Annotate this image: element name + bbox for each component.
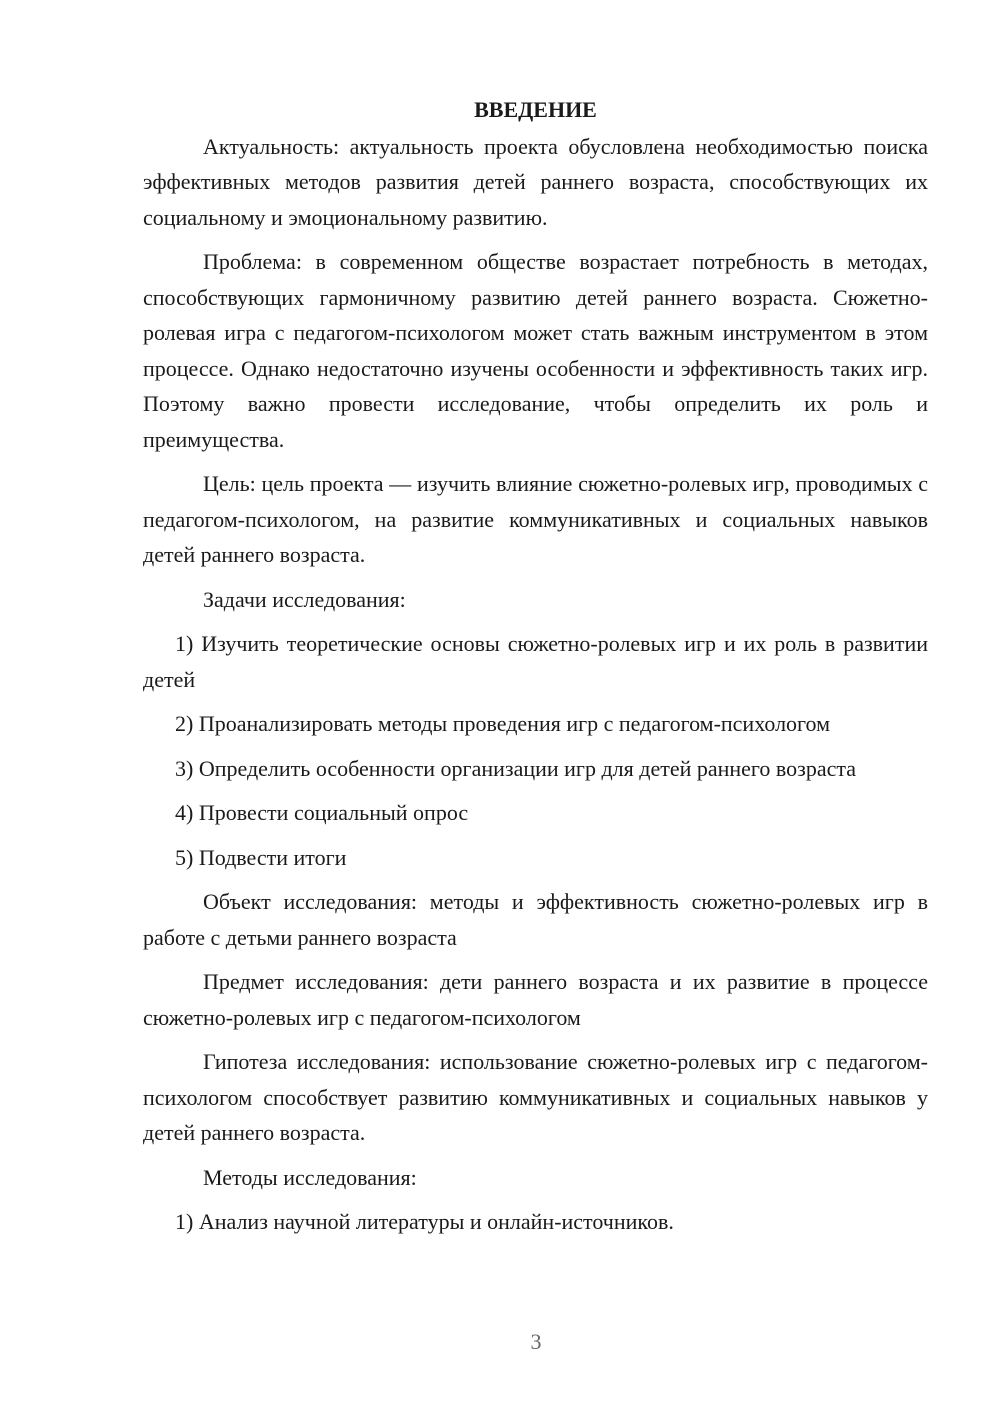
object-paragraph: Объект исследования: методы и эффективность сюжетно-ролевых игр в работе с детьми раннего возраста xyxy=(143,889,928,950)
task-item: 5) Подвести итоги xyxy=(175,844,347,870)
problem-paragraph: Проблема: в современном обществе возрастает потребность в методах, способствующих гармоничному развитию детей раннего возраста. Сюжетно-ролевая игра с педагогом-психологом может стать важным инструментом в этом процессе. Однако недостаточно изучены особенности и эффективность таких игр. Поэтому важно провести исследование, чтобы определить их роль и преимущества. xyxy=(143,249,928,452)
page-title: ВВЕДЕНИЕ xyxy=(474,97,597,122)
hypothesis-paragraph: Гипотеза исследования: использование сюжетно-ролевых игр с педагогом-психологом способствует развитию коммуникативных и социальных навыков у детей раннего возраста. xyxy=(143,1049,928,1145)
task-item: 4) Провести социальный опрос xyxy=(175,800,469,825)
task-item: 2) Проанализировать методы проведения игр с педагогом-психологом xyxy=(175,711,831,736)
tasks-heading: Задачи исследования: xyxy=(203,586,406,612)
page-content xyxy=(143,92,928,1249)
goal-paragraph: Цель: цель проекта — изучить влияние сюжетно-ролевых игр, проводимых с педагогом-психологом, на развитие коммуникативных и социальных навыков детей раннего возраста. xyxy=(143,471,928,567)
task-item: 3) Определить особенности организации игр для детей раннего возраста xyxy=(175,755,857,781)
task-item: 1) Изучить теоретические основы сюжетно-ролевых игр и их роль в развитии детей xyxy=(143,631,928,692)
subject-paragraph: Предмет исследования: дети раннего возраста и их развитие в процессе сюжетно-ролевых игр с педагогом-психологом xyxy=(143,969,928,1030)
page-number: 3 xyxy=(530,1329,542,1354)
relevance-paragraph: Актуальность: актуальность проекта обусловлена необходимостью поиска эффективных методов развития детей раннего возраста, способствующих их социальному и эмоциональному развитию. xyxy=(143,133,928,230)
method-item: 1) Анализ научной литературы и онлайн-источников. xyxy=(175,1209,674,1234)
methods-heading: Методы исследования: xyxy=(203,1164,417,1190)
